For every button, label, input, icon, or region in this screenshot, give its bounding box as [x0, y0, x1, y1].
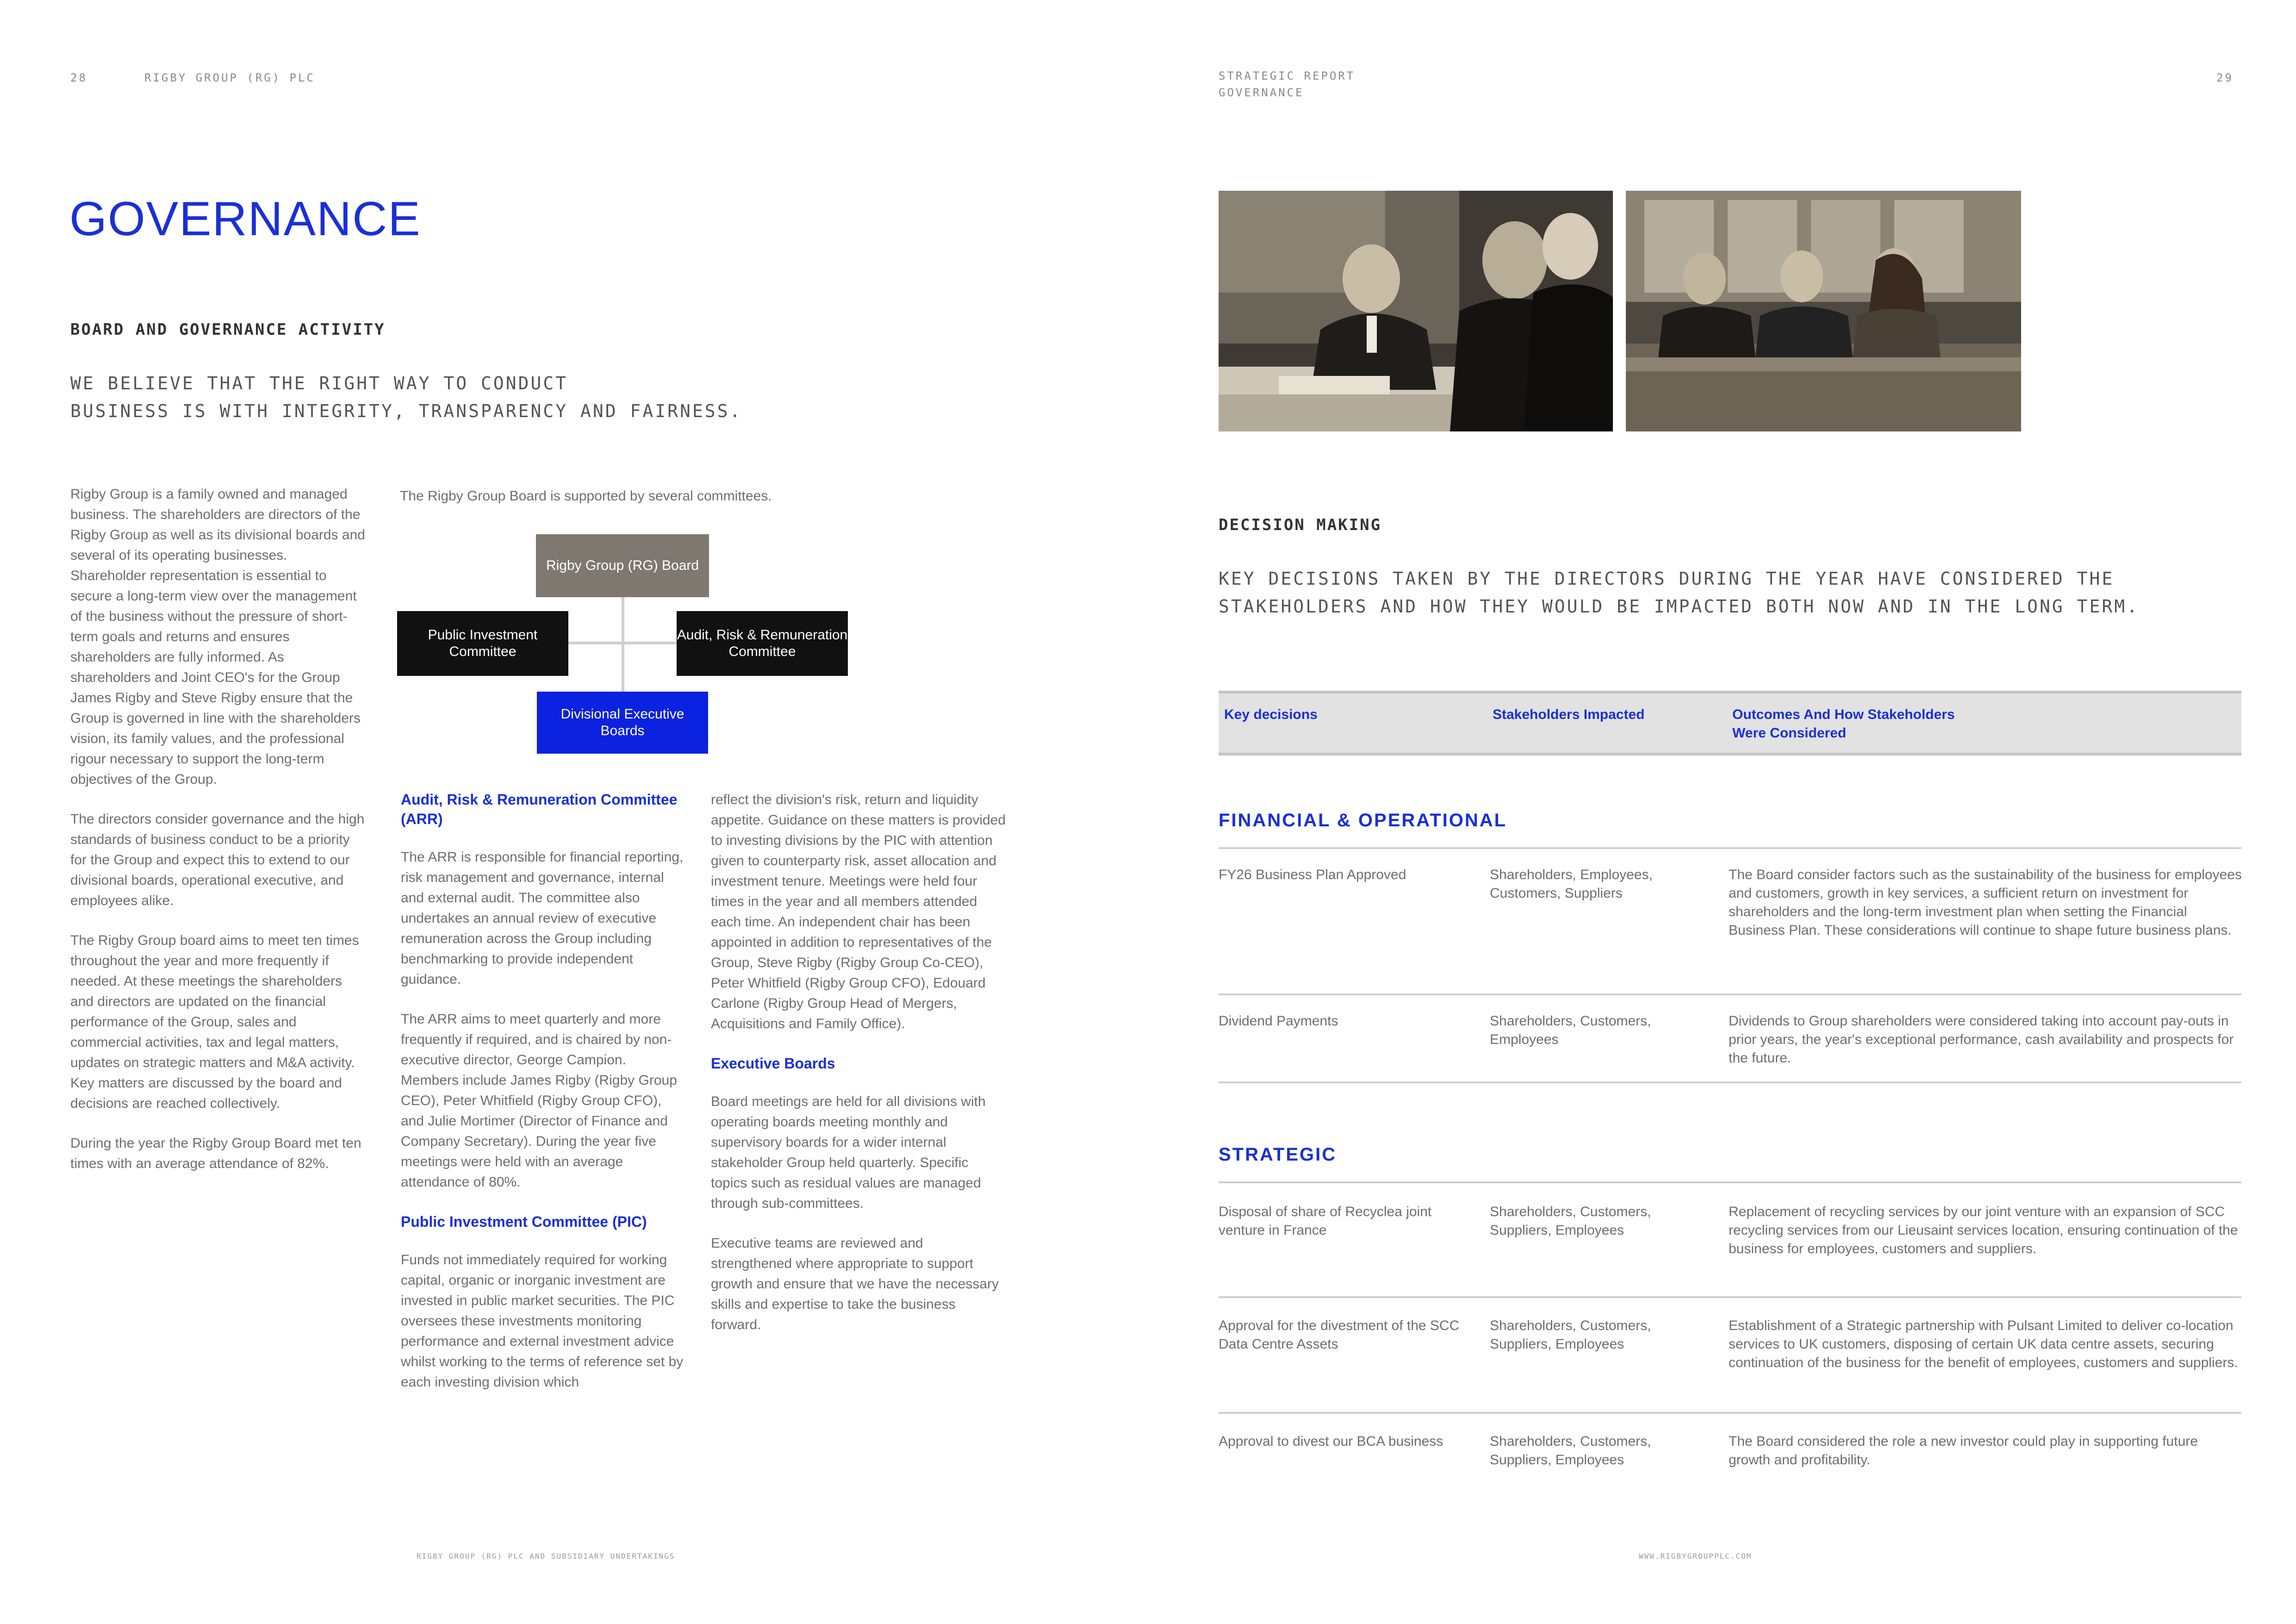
intro-line: STAKEHOLDERS AND HOW THEY WOULD BE IMPACTED BOTH NOW AND IN THE LONG TERM.: [1219, 596, 2139, 617]
intro-line: KEY DECISIONS TAKEN BY THE DIRECTORS DURING THE YEAR HAVE CONSIDERED THE: [1219, 568, 2115, 589]
body-column-1: [70, 484, 367, 1193]
column-header: Key decisions: [1224, 707, 1318, 722]
cell-stakeholders: Shareholders, Customers, Suppliers, Employees: [1490, 1318, 1651, 1352]
cell-decision: FY26 Business Plan Approved: [1219, 867, 1406, 882]
column-header: Stakeholders Impacted: [1493, 707, 1645, 722]
running-header: [1219, 68, 1355, 101]
cell-decision: Dividend Payments: [1219, 1013, 1338, 1029]
photo-illustration: [1219, 191, 1613, 431]
org-box-pic: Public Investment Committee: [397, 611, 568, 676]
page-number: 28: [70, 71, 87, 84]
cell-outcome: The Board consider factors such as the sustainability of the business for employees and customers, growth in key services, a sufficient return on investment for shareholders and the long-term investment plan when setting the Financial Business Plan. These considerations will continue to shape future business plans.: [1729, 867, 2242, 938]
body-column-2: [401, 790, 688, 1412]
cell-outcome: Dividends to Group shareholders were considered taking into account pay-outs in prior years, the year's exceptional performance, cash availability and prospects for the future.: [1729, 1013, 2234, 1066]
paragraph: reflect the division's risk, return and liquidity appetite. Guidance on these matters is provided to investing divisions by the PIC with attention given to counterparty risk, asset allocation and investment tenure. Meetings were held four times in the year and all members attended each time. An independent chair has been appointed in addition to representatives of the Group, Steve Rigby (Rigby Group Co-CEO), Peter Whitfield (Rigby Group CFO), Edouard Carlone (Rigby Group Head of Mergers, Acquisitions and Family Office).: [711, 792, 1006, 1031]
paragraph: The Rigby Group board aims to meet ten times throughout the year and more frequently if needed. At these meetings the shareholders and directors are updated on the financial performance of the Group, sales and commercial activities, tax and legal matters, updates on strategic matters and M&A activity. Key matters are discussed by the board and decisions are reached collectively.: [70, 933, 359, 1111]
photo-board-meeting: [1219, 191, 1613, 431]
section-title: DECISION MAKING: [1219, 516, 1382, 534]
column-header: Outcomes And How Stakeholders Were Considered: [1732, 707, 1955, 741]
footer-text: RIGBY GROUP (RG) PLC AND SUBSIDIARY UNDERTAKINGS: [417, 1552, 675, 1561]
org-box-board: Rigby Group (RG) Board: [536, 534, 709, 597]
paragraph: During the year the Rigby Group Board met ten times with an average attendance of 82%.: [70, 1136, 361, 1171]
paragraph: Rigby Group is a family owned and managed business. The shareholders are directors of the Rigby Group as well as its divisional boards and several of its operating businesses. Shareholder representation is essential to secure a long-term view over the management of the business without the pressure of short-term goals and returns and ensures shareholders are fully informed. As shareholders and Joint CEO's for the Group James Rigby and Steve Rigby ensure that the Group is governed in line with the shareholders vision, its family values, and the professional rigour necessary to support the long-term objectives of the Group.: [70, 487, 365, 787]
cell-outcome: Replacement of recycling services by our joint venture with an expansion of SCC recycling services from our Lieusaint services location, ensuring continuation of the business for employees, customers and suppliers.: [1729, 1204, 2238, 1256]
section-title: BOARD AND GOVERNANCE ACTIVITY: [70, 320, 386, 339]
body-column-3: [711, 790, 1007, 1355]
row-divider: [1219, 1412, 2241, 1414]
org-box-divisional: Divisional Executive Boards: [537, 692, 708, 754]
photo-directors: [1626, 191, 2021, 431]
intro-statement: [70, 369, 811, 425]
row-divider: [1219, 847, 2241, 849]
row-divider: [1219, 1181, 2241, 1183]
cell-stakeholders: Shareholders, Customers, Suppliers, Employees: [1490, 1434, 1651, 1468]
row-divider: [1219, 993, 2241, 995]
paragraph: The directors consider governance and the high standards of business conduct to be a priority for the Group and expect this to extend to our divisional boards, operational executive, and employees alike.: [70, 812, 365, 908]
page-title: GOVERNANCE: [69, 192, 421, 246]
running-header: RIGBY GROUP (RG) PLC: [144, 71, 315, 84]
arr-heading: Audit, Risk & Remuneration Committee (ARR): [401, 791, 678, 827]
row-divider: [1219, 1081, 2241, 1083]
cell-stakeholders: Shareholders, Employees, Customers, Suppliers: [1490, 867, 1653, 901]
intro-line: BUSINESS IS WITH INTEGRITY, TRANSPARENCY AND FAIRNESS.: [70, 401, 742, 421]
org-connector: [622, 597, 624, 692]
paragraph: The ARR is responsible for financial reporting, risk management and governance, internal and external audit. The committee also undertakes an annual review of executive remuneration across the Group including benchmarking to provide independent guidance.: [401, 849, 684, 987]
table-group-title: FINANCIAL & OPERATIONAL: [1219, 810, 1507, 831]
decisions-table-header: [1219, 691, 2241, 756]
paragraph: The ARR aims to meet quarterly and more frequently if required, and is chaired by non-executive director, George Campion. Members include James Rigby (Rigby Group CEO), Peter Whitfield (Rigby Group CFO), and Julie Mortimer (Director of Finance and Company Secretary). During the year five meetings were held with an average attendance of 80%.: [401, 1012, 677, 1190]
executive-boards-heading: Executive Boards: [711, 1055, 835, 1072]
cell-stakeholders: Shareholders, Customers, Suppliers, Employees: [1490, 1204, 1651, 1238]
paragraph: Board meetings are held for all divisions with operating boards meeting monthly and supervisory boards for a wider internal stakeholder Group held quarterly. Specific topics such as residual values are managed through sub-committees.: [711, 1094, 986, 1211]
photo-illustration: [1626, 191, 2021, 431]
org-connector: [568, 642, 677, 644]
cell-stakeholders: Shareholders, Customers, Employees: [1490, 1013, 1651, 1047]
intro-line: WE BELIEVE THAT THE RIGHT WAY TO CONDUCT: [70, 373, 568, 394]
row-divider: [1219, 1296, 2241, 1298]
cell-outcome: Establishment of a Strategic partnership with Pulsant Limited to deliver co-location services to UK customers, disposing of certain UK data centre assets, securing continuation of the business for the benefit of employees, customers and suppliers.: [1729, 1318, 2238, 1370]
cell-outcome: The Board considered the role a new investor could play in supporting future growth and profitability.: [1729, 1434, 2198, 1468]
intro-statement: [1219, 565, 2274, 620]
header-line: STRATEGIC REPORT: [1219, 69, 1356, 82]
cell-decision: Approval to divest our BCA business: [1219, 1434, 1444, 1449]
cell-decision: Approval for the divestment of the SCC Data Centre Assets: [1219, 1318, 1460, 1352]
right-page: [1148, 0, 2296, 1624]
footer-text: WWW.RIGBYGROUPPLC.COM: [1639, 1552, 1752, 1561]
header-line: GOVERNANCE: [1219, 86, 1304, 99]
paragraph: Executive teams are reviewed and strengthened where appropriate to support growth and ensure that we have the necessary skills and expertise to take the business forward.: [711, 1236, 999, 1332]
page-number: 29: [2216, 71, 2234, 84]
org-box-arr: Audit, Risk & Remuneration Committee: [677, 611, 848, 676]
org-chart-caption: The Rigby Group Board is supported by several committees.: [400, 488, 772, 504]
cell-decision: Disposal of share of Recyclea joint venture in France: [1219, 1204, 1432, 1238]
paragraph: Funds not immediately required for working capital, organic or inorganic investment are invested in public market securities. The PIC oversees these investments monitoring performance and external investment advice whilst working to the terms of reference set by each investing division which: [401, 1252, 684, 1390]
table-group-title: STRATEGIC: [1219, 1144, 1337, 1165]
pic-heading: Public Investment Committee (PIC): [401, 1213, 647, 1230]
